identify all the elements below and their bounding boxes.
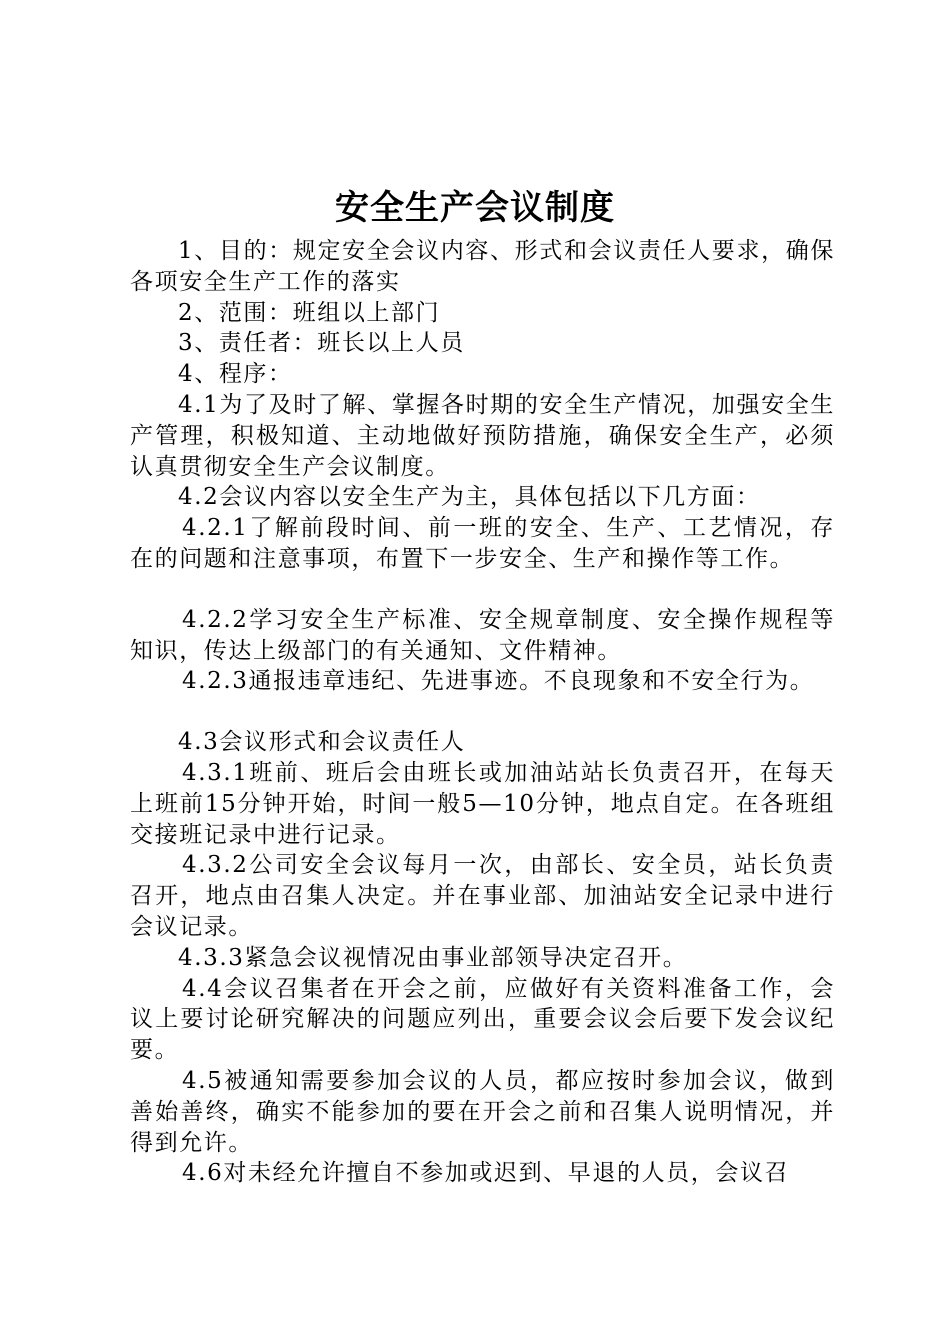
document-title: 安全生产会议制度 bbox=[335, 188, 615, 228]
paragraph-4-3-2: 4.3.2公司安全会议每月一次，由部长、安全员，站长负责召开，地点由召集人决定。并在事业部、加油站安全记录中进行会议记录。 bbox=[130, 852, 835, 940]
paragraph-scope: 2、范围：班组以上部门 bbox=[178, 299, 441, 326]
paragraph-4-5: 4.5被通知需要参加会议的人员，都应按时参加会议，做到善始善终，确实不能参加的要在开会之前和召集人说明情况，并得到允许。 bbox=[130, 1067, 835, 1156]
document-body bbox=[130, 236, 835, 1189]
paragraph-4-3: 4.3会议形式和会议责任人 bbox=[178, 729, 466, 756]
paragraph-procedure: 4、程序： bbox=[178, 361, 293, 388]
paragraph-4-6: 4.6对未经允许擅自不参加或迟到、早退的人员，会议召 bbox=[182, 1160, 790, 1187]
paragraph-4-4: 4.4会议召集者在开会之前，应做好有关资料准备工作，会议上要讨论研究解决的问题应列出，重要会议会后要下发会议纪要。 bbox=[130, 975, 835, 1064]
paragraph-4-2: 4.2会议内容以安全生产为主，具体包括以下几方面： bbox=[178, 484, 761, 511]
paragraph-4-3-1: 4.3.1班前、班后会由班长或加油站站长负责召开，在每天上班前15分钟开始，时间一般5—10分钟，地点自定。在各班组交接班记录中进行记录。 bbox=[130, 759, 835, 848]
paragraph-4-3-3: 4.3.3紧急会议视情况由事业部领导决定召开。 bbox=[178, 944, 688, 971]
paragraph-responsible: 3、责任者：班长以上人员 bbox=[178, 330, 465, 357]
paragraph-purpose: 1、目的：规定安全会议内容、形式和会议责任人要求，确保各项安全生产工作的落实 bbox=[130, 238, 835, 295]
paragraph-4-1: 4.1为了及时了解、掌握各时期的安全生产情况，加强安全生产管理，积极知道、主动地做好预防措施，确保安全生产，必须认真贯彻安全生产会议制度。 bbox=[130, 391, 835, 480]
paragraph-4-2-2: 4.2.2学习安全生产标准、安全规章制度、安全操作规程等知识，传达上级部门的有关通知、文件精神。 bbox=[130, 606, 835, 664]
paragraph-4-2-3: 4.2.3通报违章违纪、先进事迹。不良现象和不安全行为。 bbox=[182, 668, 815, 695]
paragraph-4-2-1: 4.2.1了解前段时间、前一班的安全、生产、工艺情况，存在的问题和注意事项，布置下一步安全、生产和操作等工作。 bbox=[130, 515, 835, 572]
